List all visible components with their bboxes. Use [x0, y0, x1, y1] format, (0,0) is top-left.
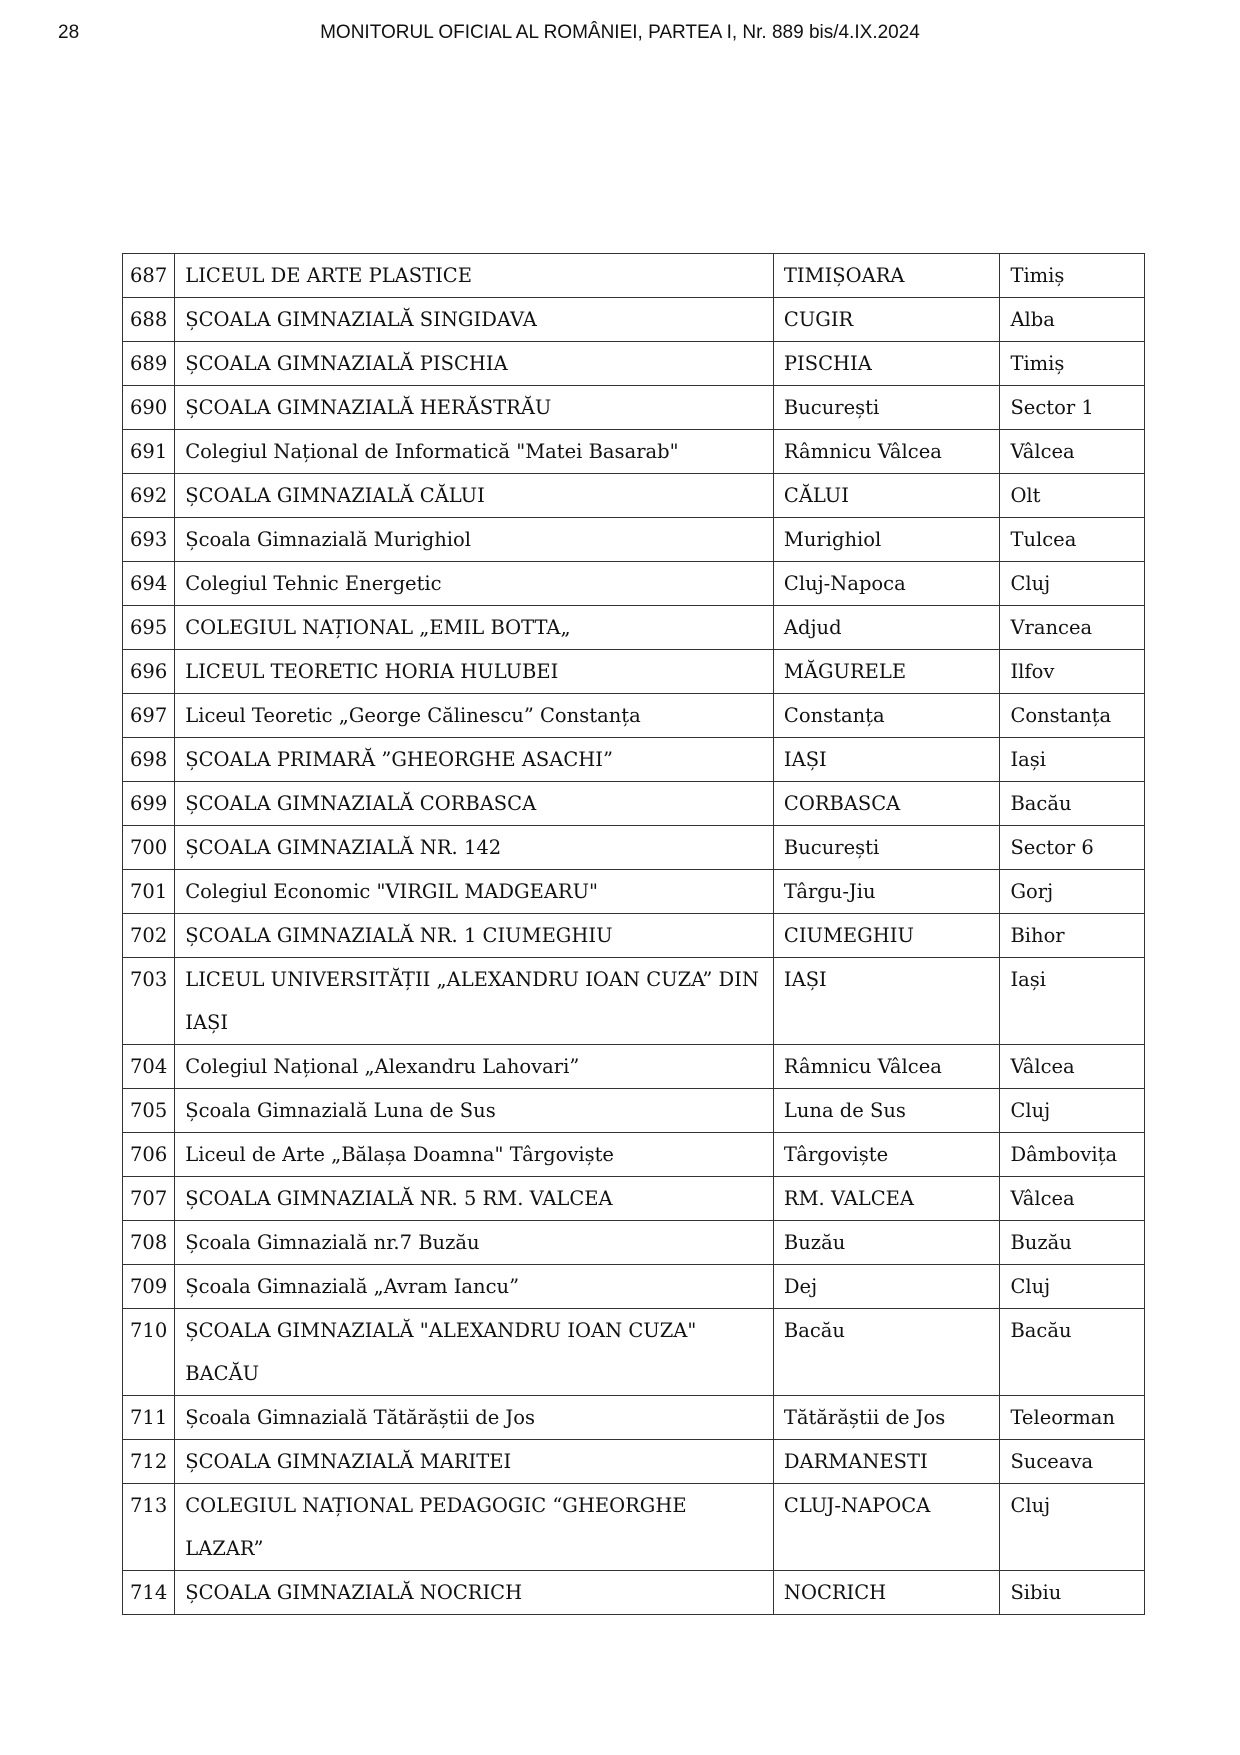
county: Dâmbovița: [1000, 1133, 1145, 1177]
locality: Dej: [773, 1265, 1000, 1309]
school-name: ȘCOALA GIMNAZIALĂ "ALEXANDRU IOAN CUZA" BACĂU: [175, 1309, 774, 1396]
table-row: [123, 386, 1145, 430]
schools-table-body: [123, 254, 1145, 1615]
table-row: [123, 1089, 1145, 1133]
row-number: 702: [123, 914, 175, 958]
table-row: [123, 738, 1145, 782]
table-row: [123, 606, 1145, 650]
locality: IAȘI: [773, 738, 1000, 782]
row-number: 697: [123, 694, 175, 738]
row-number: 690: [123, 386, 175, 430]
table-row: [123, 782, 1145, 826]
school-name: Școala Gimnazială nr.7 Buzău: [175, 1221, 774, 1265]
row-number: 688: [123, 298, 175, 342]
row-number: 713: [123, 1484, 175, 1571]
row-number: 689: [123, 342, 175, 386]
schools-table: [122, 253, 1145, 1615]
row-number: 704: [123, 1045, 175, 1089]
table-row: [123, 694, 1145, 738]
table-row: [123, 1484, 1145, 1571]
row-number: 692: [123, 474, 175, 518]
county: Bacău: [1000, 782, 1145, 826]
county: Buzău: [1000, 1221, 1145, 1265]
locality: CUGIR: [773, 298, 1000, 342]
row-number: 694: [123, 562, 175, 606]
locality: Murighiol: [773, 518, 1000, 562]
locality: DARMANESTI: [773, 1440, 1000, 1484]
locality: Râmnicu Vâlcea: [773, 430, 1000, 474]
table-row: [123, 1177, 1145, 1221]
table-row: [123, 430, 1145, 474]
county: Constanța: [1000, 694, 1145, 738]
table-row: [123, 1045, 1145, 1089]
school-name: LICEUL TEORETIC HORIA HULUBEI: [175, 650, 774, 694]
county: Sector 1: [1000, 386, 1145, 430]
county: Vâlcea: [1000, 430, 1145, 474]
county: Teleorman: [1000, 1396, 1145, 1440]
county: Iași: [1000, 958, 1145, 1045]
school-name: LICEUL DE ARTE PLASTICE: [175, 254, 774, 298]
county: Ilfov: [1000, 650, 1145, 694]
row-number: 705: [123, 1089, 175, 1133]
locality: IAȘI: [773, 958, 1000, 1045]
school-name: ȘCOALA GIMNAZIALĂ PISCHIA: [175, 342, 774, 386]
locality: CIUMEGHIU: [773, 914, 1000, 958]
locality: Cluj-Napoca: [773, 562, 1000, 606]
county: Cluj: [1000, 1265, 1145, 1309]
row-number: 711: [123, 1396, 175, 1440]
county: Bacău: [1000, 1309, 1145, 1396]
county: Vrancea: [1000, 606, 1145, 650]
table-row: [123, 1265, 1145, 1309]
row-number: 700: [123, 826, 175, 870]
locality: București: [773, 386, 1000, 430]
table-row: [123, 298, 1145, 342]
row-number: 707: [123, 1177, 175, 1221]
school-name: Școala Gimnazială „Avram Iancu”: [175, 1265, 774, 1309]
locality: TIMIȘOARA: [773, 254, 1000, 298]
row-number: 695: [123, 606, 175, 650]
school-name: ȘCOALA GIMNAZIALĂ CORBASCA: [175, 782, 774, 826]
school-name: COLEGIUL NAȚIONAL „EMIL BOTTA„: [175, 606, 774, 650]
locality: Bacău: [773, 1309, 1000, 1396]
table-row: [123, 562, 1145, 606]
row-number: 698: [123, 738, 175, 782]
row-number: 691: [123, 430, 175, 474]
row-number: 709: [123, 1265, 175, 1309]
locality: NOCRICH: [773, 1571, 1000, 1615]
county: Gorj: [1000, 870, 1145, 914]
county: Vâlcea: [1000, 1177, 1145, 1221]
school-name: Colegiul Tehnic Energetic: [175, 562, 774, 606]
school-name: Școala Gimnazială Luna de Sus: [175, 1089, 774, 1133]
school-name: Școala Gimnazială Tătărăștii de Jos: [175, 1396, 774, 1440]
table-row: [123, 342, 1145, 386]
row-number: 693: [123, 518, 175, 562]
school-name: Liceul Teoretic „George Călinescu” Constanța: [175, 694, 774, 738]
locality: Tătărăștii de Jos: [773, 1396, 1000, 1440]
row-number: 703: [123, 958, 175, 1045]
school-name: ȘCOALA GIMNAZIALĂ NR. 1 CIUMEGHIU: [175, 914, 774, 958]
locality: Constanța: [773, 694, 1000, 738]
locality: RM. VALCEA: [773, 1177, 1000, 1221]
table-row: [123, 1571, 1145, 1615]
table-row: [123, 1309, 1145, 1396]
row-number: 708: [123, 1221, 175, 1265]
locality: CORBASCA: [773, 782, 1000, 826]
locality: Adjud: [773, 606, 1000, 650]
table-row: [123, 914, 1145, 958]
row-number: 714: [123, 1571, 175, 1615]
county: Cluj: [1000, 562, 1145, 606]
row-number: 706: [123, 1133, 175, 1177]
locality: Târgu-Jiu: [773, 870, 1000, 914]
school-name: LICEUL UNIVERSITĂȚII „ALEXANDRU IOAN CUZA” DIN IAȘI: [175, 958, 774, 1045]
school-name: Colegiul Național de Informatică "Matei Basarab": [175, 430, 774, 474]
school-name: ȘCOALA GIMNAZIALĂ SINGIDAVA: [175, 298, 774, 342]
county: Olt: [1000, 474, 1145, 518]
table-row: [123, 826, 1145, 870]
row-number: 699: [123, 782, 175, 826]
school-name: ȘCOALA GIMNAZIALĂ MARITEI: [175, 1440, 774, 1484]
row-number: 712: [123, 1440, 175, 1484]
school-name: ȘCOALA GIMNAZIALĂ NR. 5 RM. VALCEA: [175, 1177, 774, 1221]
county: Iași: [1000, 738, 1145, 782]
school-name: Colegiul Economic "VIRGIL MADGEARU": [175, 870, 774, 914]
school-name: Școala Gimnazială Murighiol: [175, 518, 774, 562]
county: Cluj: [1000, 1089, 1145, 1133]
table-row: [123, 518, 1145, 562]
table-row: [123, 1221, 1145, 1265]
county: Sibiu: [1000, 1571, 1145, 1615]
county: Bihor: [1000, 914, 1145, 958]
table-row: [123, 958, 1145, 1045]
county: Suceava: [1000, 1440, 1145, 1484]
table-row: [123, 254, 1145, 298]
row-number: 696: [123, 650, 175, 694]
school-name: ȘCOALA GIMNAZIALĂ NOCRICH: [175, 1571, 774, 1615]
row-number: 710: [123, 1309, 175, 1396]
locality: București: [773, 826, 1000, 870]
locality: Luna de Sus: [773, 1089, 1000, 1133]
page-title: MONITORUL OFICIAL AL ROMÂNIEI, PARTEA I, Nr. 889 bis/4.IX.2024: [320, 22, 920, 43]
table-row: [123, 1396, 1145, 1440]
locality: PISCHIA: [773, 342, 1000, 386]
table-row: [123, 474, 1145, 518]
row-number: 701: [123, 870, 175, 914]
county: Timiș: [1000, 254, 1145, 298]
page-number: 28: [58, 22, 80, 43]
school-name: Colegiul Național „Alexandru Lahovari”: [175, 1045, 774, 1089]
school-name: ȘCOALA GIMNAZIALĂ CĂLUI: [175, 474, 774, 518]
locality: Buzău: [773, 1221, 1000, 1265]
table-row: [123, 1133, 1145, 1177]
table-row: [123, 650, 1145, 694]
locality: MĂGURELE: [773, 650, 1000, 694]
school-name: ȘCOALA PRIMARĂ ”GHEORGHE ASACHI”: [175, 738, 774, 782]
county: Sector 6: [1000, 826, 1145, 870]
locality: Râmnicu Vâlcea: [773, 1045, 1000, 1089]
county: Timiș: [1000, 342, 1145, 386]
county: Vâlcea: [1000, 1045, 1145, 1089]
locality: CLUJ-NAPOCA: [773, 1484, 1000, 1571]
locality: CĂLUI: [773, 474, 1000, 518]
county: Cluj: [1000, 1484, 1145, 1571]
table-row: [123, 1440, 1145, 1484]
school-name: COLEGIUL NAȚIONAL PEDAGOGIC “GHEORGHE LAZAR”: [175, 1484, 774, 1571]
county: Tulcea: [1000, 518, 1145, 562]
school-name: ȘCOALA GIMNAZIALĂ HERĂSTRĂU: [175, 386, 774, 430]
locality: Târgoviște: [773, 1133, 1000, 1177]
row-number: 687: [123, 254, 175, 298]
county: Alba: [1000, 298, 1145, 342]
school-name: Liceul de Arte „Bălașa Doamna" Târgoviște: [175, 1133, 774, 1177]
school-name: ȘCOALA GIMNAZIALĂ NR. 142: [175, 826, 774, 870]
table-row: [123, 870, 1145, 914]
page-header: [0, 22, 1240, 52]
